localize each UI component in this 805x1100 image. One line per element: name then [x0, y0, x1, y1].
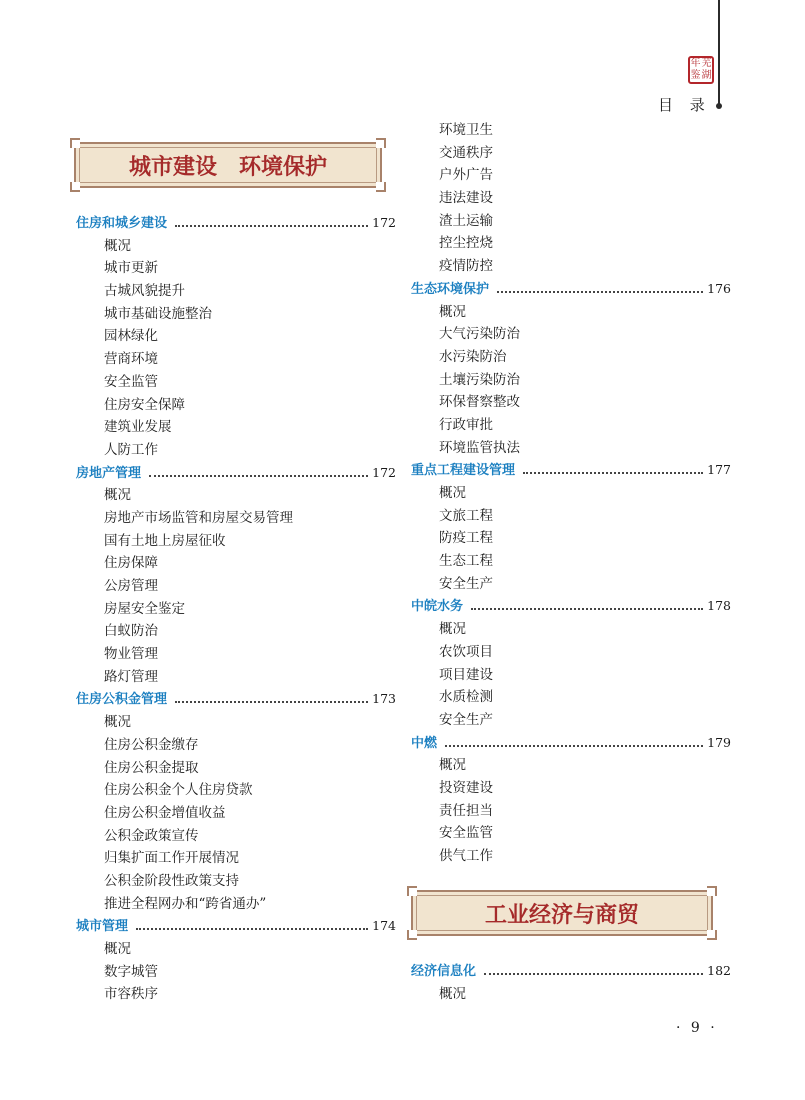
- toc-item[interactable]: 归集扩面工作开展情况: [104, 850, 239, 867]
- toc-item[interactable]: 建筑业发展: [104, 419, 172, 436]
- toc-label: 目 录: [658, 96, 711, 114]
- section-header-urban: [74, 142, 382, 188]
- dot-leader: [445, 745, 703, 747]
- toc-item[interactable]: 数字城管: [104, 963, 158, 980]
- toc-item[interactable]: 概况: [439, 303, 466, 320]
- toc-category-entry[interactable]: [76, 462, 396, 485]
- toc-item[interactable]: 供气工作: [439, 848, 493, 864]
- toc-category-entry[interactable]: [76, 212, 396, 235]
- category-name: 重点工程建设管理: [411, 463, 516, 479]
- category-name: 住房公积金管理: [76, 692, 168, 708]
- toc-item[interactable]: 概况: [439, 621, 466, 638]
- toc-item[interactable]: 房屋安全鉴定: [104, 600, 185, 617]
- toc-item[interactable]: 水质检测: [439, 689, 493, 706]
- toc-item[interactable]: 生态工程: [439, 553, 493, 570]
- category-name: 房地产管理: [76, 465, 142, 481]
- category-name: 中皖水务: [411, 599, 464, 615]
- category-page-number: 173: [372, 691, 396, 707]
- category-page-number: 182: [707, 963, 731, 978]
- toc-item[interactable]: 大气污染防治: [439, 326, 520, 343]
- toc-group: [411, 459, 731, 595]
- toc-item[interactable]: 环境监管执法: [439, 439, 520, 456]
- category-page-number: 178: [707, 598, 731, 614]
- toc-item[interactable]: 概况: [104, 487, 131, 504]
- toc-category-entry[interactable]: [76, 688, 396, 711]
- yearbook-seal-logo: 年 芜 鉴 湖: [688, 56, 714, 84]
- dot-leader: [471, 608, 703, 610]
- toc-item[interactable]: 农饮项目: [439, 643, 493, 660]
- continued-items: [411, 119, 731, 278]
- toc-item[interactable]: 水污染防治: [439, 348, 507, 365]
- toc-item[interactable]: 疫情防控: [439, 258, 493, 275]
- dot-leader: [136, 928, 368, 930]
- toc-category-entry[interactable]: [411, 278, 731, 301]
- toc-item[interactable]: 概况: [439, 485, 466, 501]
- category-page-number: 177: [707, 462, 731, 478]
- toc-column-left: [76, 212, 396, 1006]
- toc-item[interactable]: 住房公积金个人住房贷款: [104, 782, 253, 799]
- category-page-number: 172: [372, 464, 396, 480]
- toc-group: [76, 462, 396, 689]
- toc-item[interactable]: 物业管理: [104, 646, 158, 663]
- dot-leader: [175, 225, 368, 227]
- toc-category-entry[interactable]: [411, 595, 731, 618]
- toc-category-entry[interactable]: [411, 459, 731, 482]
- dot-leader: [523, 472, 703, 474]
- toc-item[interactable]: 公积金阶段性政策支持: [104, 872, 239, 889]
- header-rule: [718, 0, 720, 104]
- toc-item[interactable]: 户外广告: [439, 167, 493, 184]
- toc-item[interactable]: 概况: [439, 985, 466, 1002]
- toc-category-entry[interactable]: [411, 732, 731, 755]
- toc-category-entry[interactable]: [411, 960, 731, 983]
- toc-group: [76, 915, 396, 1006]
- toc-item[interactable]: 路灯管理: [104, 668, 158, 685]
- dot-leader: [175, 701, 368, 703]
- toc-item[interactable]: 安全监管: [104, 373, 158, 390]
- toc-item[interactable]: 住房公积金增值收益: [104, 804, 226, 821]
- section-header-industry: [411, 890, 713, 936]
- right-groups: [411, 278, 731, 868]
- dot-leader: [484, 973, 703, 975]
- toc-item[interactable]: 城市更新: [104, 260, 158, 277]
- toc-item[interactable]: 推进全程网办和“跨省通办”: [104, 895, 267, 912]
- dot-leader: [149, 475, 368, 477]
- category-name: 住房和城乡建设: [76, 216, 168, 231]
- toc-group: [411, 732, 731, 868]
- dot-leader: [497, 291, 703, 293]
- toc-group: [76, 212, 396, 462]
- category-page-number: 176: [707, 280, 731, 296]
- toc-item[interactable]: 渣土运输: [439, 212, 493, 229]
- header-rule-dot: [716, 103, 722, 109]
- toc-item[interactable]: 国有土地上房屋征收: [104, 532, 226, 549]
- toc-item[interactable]: 古城风貌提升: [104, 283, 185, 300]
- toc-item[interactable]: 住房安全保障: [104, 396, 185, 413]
- toc-industry-groups: [411, 960, 731, 1005]
- toc-item[interactable]: 安全监管: [439, 825, 493, 842]
- toc-group: [411, 960, 731, 1005]
- category-name: 中燃: [411, 735, 438, 751]
- toc-item[interactable]: 概况: [104, 714, 131, 731]
- toc-item[interactable]: 文旅工程: [439, 507, 493, 524]
- category-name: 生态环境保护: [411, 281, 490, 297]
- toc-item[interactable]: 概况: [104, 237, 131, 254]
- category-name: 经济信息化: [411, 964, 477, 979]
- toc-item[interactable]: 公积金政策宣传: [104, 827, 199, 844]
- category-page-number: 179: [707, 734, 731, 750]
- category-name: 城市管理: [76, 919, 129, 935]
- section-title: 城市建设 环境保护: [128, 154, 327, 180]
- section-title: 工业经济与商贸: [484, 902, 639, 928]
- toc-item[interactable]: 安全生产: [439, 575, 493, 592]
- toc-group: [411, 278, 731, 460]
- toc-item[interactable]: 环保督察整改: [439, 394, 520, 411]
- toc-item[interactable]: 市容秩序: [104, 986, 158, 1003]
- toc-item[interactable]: 责任担当: [439, 802, 493, 819]
- toc-category-entry[interactable]: [76, 915, 396, 938]
- toc-item[interactable]: 公房管理: [104, 578, 158, 594]
- toc-item[interactable]: 营商环境: [104, 351, 158, 368]
- toc-item[interactable]: 安全生产: [439, 711, 493, 728]
- toc-item[interactable]: 违法建设: [439, 190, 493, 207]
- toc-item[interactable]: 防疫工程: [439, 530, 493, 547]
- toc-item[interactable]: 园林绿化: [104, 328, 158, 345]
- toc-item[interactable]: 白蚁防治: [104, 623, 158, 640]
- toc-item[interactable]: 住房保障: [104, 555, 158, 572]
- toc-group: [411, 595, 731, 731]
- toc-item[interactable]: 概况: [104, 941, 131, 957]
- toc-item[interactable]: 住房公积金提取: [104, 759, 199, 776]
- category-page-number: 174: [372, 918, 396, 934]
- toc-item[interactable]: 行政审批: [439, 416, 493, 433]
- toc-item[interactable]: 城市基础设施整治: [104, 305, 212, 322]
- toc-item[interactable]: 交通秩序: [439, 144, 493, 161]
- toc-item[interactable]: 投资建设: [439, 779, 493, 796]
- toc-item[interactable]: 住房公积金缴存: [104, 736, 199, 753]
- toc-item[interactable]: 人防工作: [104, 441, 158, 458]
- toc-item[interactable]: 控尘控烧: [439, 235, 493, 252]
- page-number: · 9 ·: [676, 1020, 718, 1036]
- toc-item[interactable]: 房地产市场监管和房屋交易管理: [104, 509, 293, 526]
- toc-group: [76, 688, 396, 915]
- toc-item[interactable]: 土壤污染防治: [439, 371, 520, 388]
- toc-item[interactable]: 项目建设: [439, 666, 493, 683]
- category-page-number: 172: [372, 215, 396, 230]
- toc-item[interactable]: 概况: [439, 757, 466, 774]
- toc-column-right: [411, 119, 731, 868]
- toc-item[interactable]: 环境卫生: [439, 122, 493, 138]
